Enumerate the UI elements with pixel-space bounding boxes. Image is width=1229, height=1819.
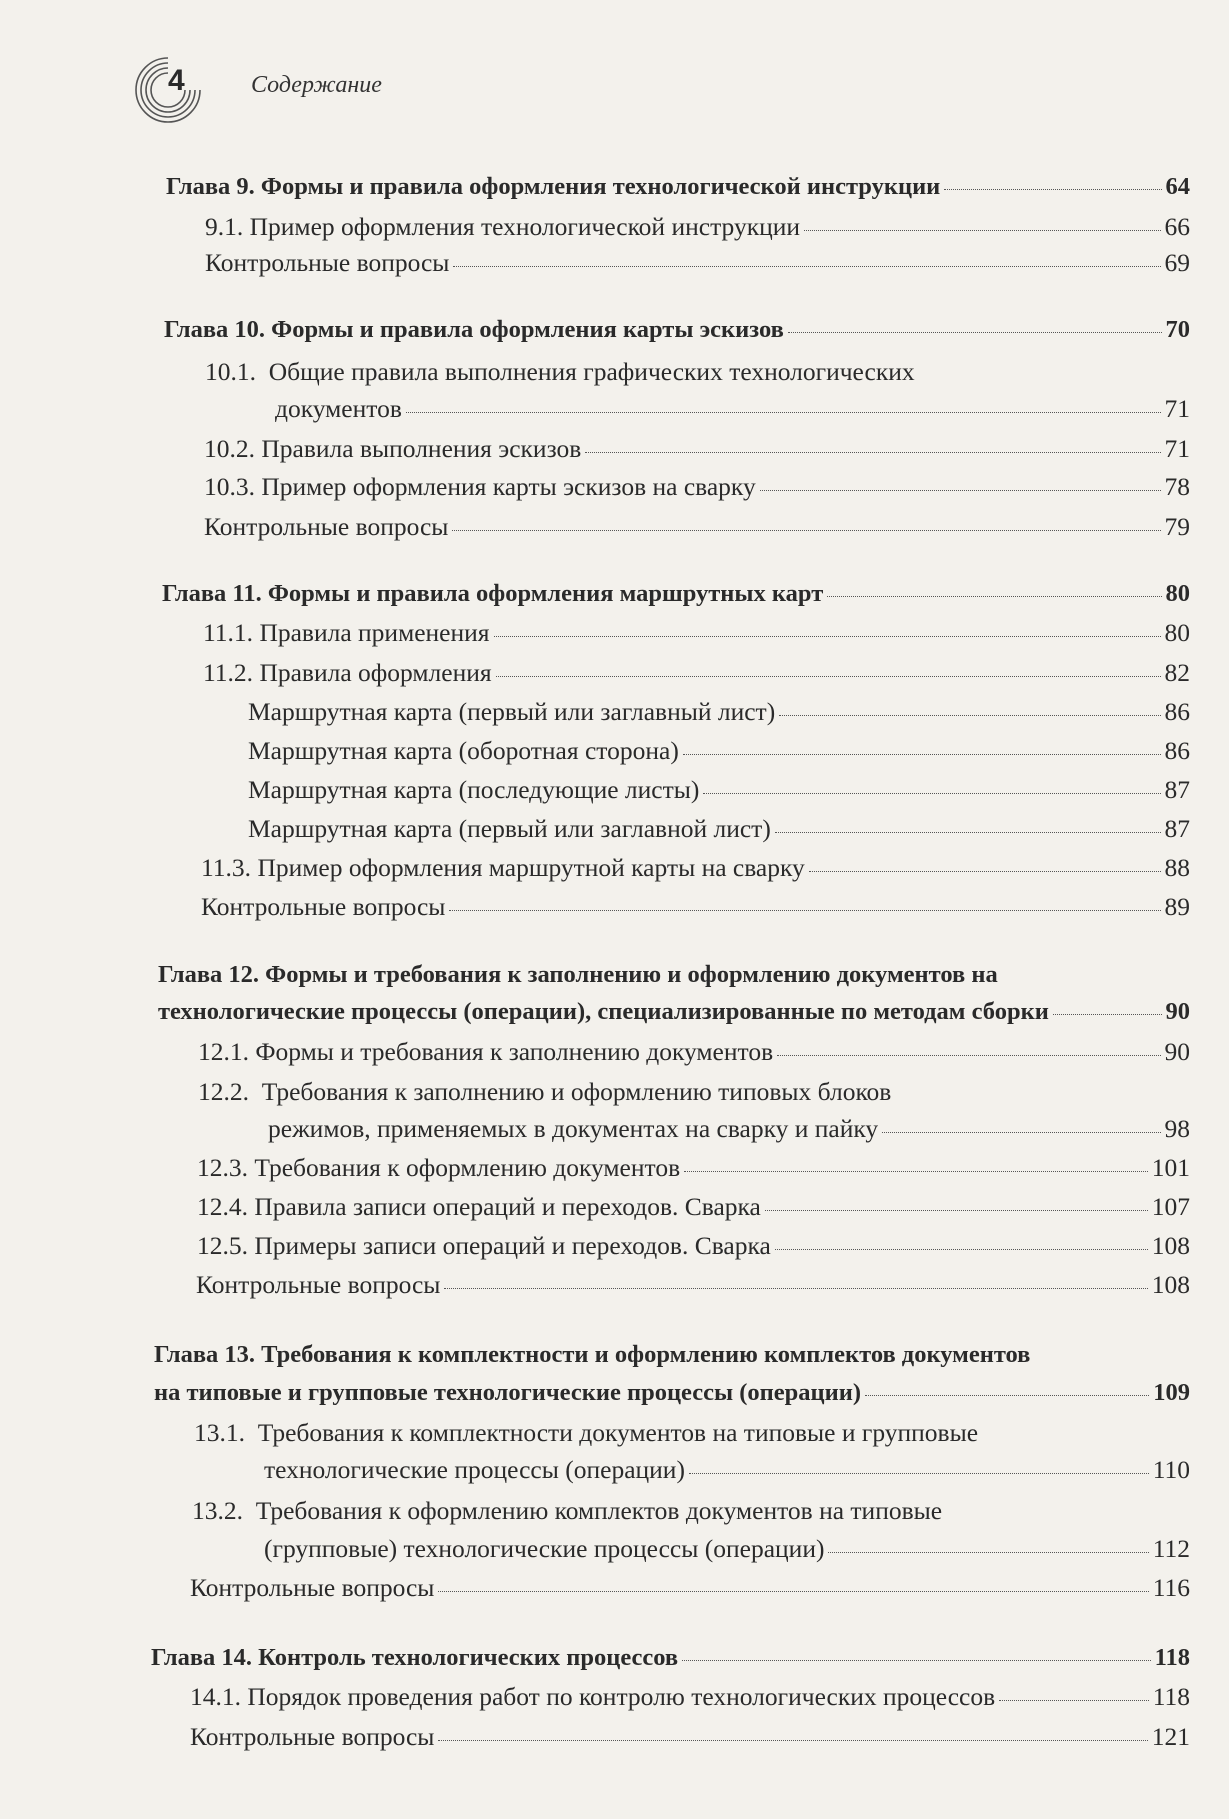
leader-dots: [765, 1210, 1148, 1211]
toc-page: 108: [1151, 1270, 1190, 1299]
toc-title: Правила выполнения эскизов: [261, 434, 582, 463]
toc-section-number: 12.5.: [197, 1231, 248, 1260]
toc-title: Контрольные вопросы: [190, 1573, 435, 1602]
leader-dots: [788, 332, 1162, 333]
toc-title-line1: Требования к комплектности документов на типовые и групповые: [257, 1418, 979, 1447]
toc-page: 121: [1151, 1722, 1190, 1751]
leader-dots: [944, 189, 1161, 190]
toc-page: 80: [1164, 618, 1190, 647]
toc-page: 86: [1164, 697, 1190, 726]
toc-title: Контрольные вопросы: [190, 1722, 435, 1751]
toc-section-number: 10.2.: [204, 434, 255, 463]
toc-title: Примеры записи операций и переходов. Сварка: [254, 1231, 771, 1260]
toc-title: Правила оформления: [259, 658, 492, 687]
leader-dots: [804, 230, 1160, 231]
toc-page: 110: [1152, 1455, 1190, 1484]
toc-title-line1: Глава 13. Требования к комплектности и оформлению комплектов документов: [154, 1341, 1031, 1368]
toc-section-number: 14.1.: [190, 1682, 241, 1711]
toc-page: 101: [1151, 1153, 1190, 1182]
toc-title: Контрольные вопросы: [201, 892, 446, 921]
leader-dots: [775, 832, 1161, 833]
toc-title: Маршрутная карта (первый или заглавной лист): [248, 814, 771, 843]
toc-title: документов: [275, 394, 402, 423]
toc-section-number: 12.1.: [198, 1037, 249, 1066]
toc-title: Глава 11. Формы и правила оформления маршрутных карт: [162, 580, 824, 607]
toc-sub-11-2c[interactable]: [248, 775, 1190, 805]
toc-title: Правила применения: [259, 618, 490, 647]
toc-page: 86: [1164, 736, 1190, 765]
toc-title-line1: Требования к оформлению комплектов документов на типовые: [255, 1496, 943, 1525]
toc-page: 70: [1165, 316, 1190, 343]
leader-dots: [683, 754, 1161, 755]
toc-title: Формы и требования к заполнению документов: [255, 1037, 774, 1066]
toc-section-number: 9.1.: [205, 212, 244, 241]
toc-title: Пример оформления карты эскизов на сварку: [261, 472, 756, 501]
leader-dots: [777, 1055, 1160, 1056]
toc-section-number: 12.2.: [198, 1077, 249, 1106]
toc-title: Контрольные вопросы: [204, 512, 449, 541]
leader-dots: [585, 452, 1160, 453]
toc-section-number: 11.2.: [203, 658, 254, 687]
leader-dots: [828, 1552, 1148, 1553]
toc-title: (групповые) технологические процессы (операции): [264, 1534, 825, 1563]
toc-section-11-3[interactable]: [201, 853, 1190, 883]
leader-dots: [999, 1700, 1149, 1701]
toc-page: 89: [1164, 892, 1190, 921]
leader-dots: [438, 1740, 1147, 1741]
toc-page: 66: [1164, 212, 1190, 241]
toc-section-number: 13.2.: [192, 1496, 243, 1525]
toc-section-14-1[interactable]: [190, 1682, 1190, 1712]
leader-dots: [809, 871, 1161, 872]
toc-sub-11-2d[interactable]: [248, 814, 1190, 844]
toc-section-12-3[interactable]: [197, 1153, 1190, 1183]
leader-dots: [779, 715, 1160, 716]
toc-page: 109: [1153, 1379, 1190, 1406]
toc-page: 112: [1152, 1534, 1190, 1563]
toc-section-9-1[interactable]: [205, 212, 1190, 242]
toc-title-line1: Требования к заполнению и оформлению типовых блоков: [261, 1077, 892, 1106]
toc-section-number: 13.1.: [194, 1418, 245, 1447]
toc-page: 116: [1152, 1573, 1190, 1602]
toc-section-11-1[interactable]: [203, 618, 1190, 648]
toc-title: Маршрутная карта (первый или заглавный лист): [248, 697, 776, 726]
toc-page: 80: [1165, 580, 1190, 607]
toc-chapter-11[interactable]: [162, 579, 1190, 609]
page-number: 4: [168, 64, 185, 97]
toc-chapter-10[interactable]: [164, 315, 1190, 345]
toc-questions-14[interactable]: [190, 1722, 1190, 1752]
toc-section-number: 10.3.: [204, 472, 255, 501]
toc-page: 107: [1151, 1192, 1190, 1221]
toc-title: технологические процессы (операции): [264, 1455, 685, 1484]
leader-dots: [760, 490, 1161, 491]
toc-questions-11[interactable]: [201, 892, 1190, 922]
toc-page: 71: [1164, 434, 1190, 463]
toc-page: 90: [1164, 1037, 1190, 1066]
toc-section-10-2[interactable]: [204, 434, 1190, 464]
leader-dots: [689, 1473, 1149, 1474]
toc-title: Пример оформления технологической инструкции: [249, 212, 801, 241]
toc-title: Маршрутная карта (оборотная сторона): [248, 736, 679, 765]
toc-title-line1: Общие правила выполнения графических технологических: [268, 357, 915, 386]
toc-section-12-4[interactable]: [197, 1192, 1190, 1222]
toc-title: Контрольные вопросы: [196, 1270, 441, 1299]
toc-page: 69: [1164, 248, 1190, 277]
toc-section-number: 11.1.: [203, 618, 254, 647]
leader-dots: [438, 1591, 1148, 1592]
toc-section-12-1[interactable]: [198, 1037, 1190, 1067]
running-title: Содержание: [251, 72, 382, 98]
leader-dots: [682, 1660, 1150, 1661]
toc-chapter-12[interactable]: [158, 997, 1190, 1027]
toc-chapter-12-line1: [158, 960, 998, 990]
toc-page: 82: [1164, 658, 1190, 687]
toc-page: 78: [1164, 472, 1190, 501]
toc-section-12-5[interactable]: [197, 1231, 1190, 1261]
toc-page: 108: [1151, 1231, 1190, 1260]
leader-dots: [453, 266, 1160, 267]
toc-section-12-2[interactable]: [268, 1114, 1190, 1144]
leader-dots: [775, 1249, 1148, 1250]
toc-title: Глава 10. Формы и правила оформления карты эскизов: [164, 316, 784, 343]
leader-dots: [449, 910, 1160, 911]
toc-page: 98: [1164, 1114, 1190, 1143]
toc-chapter-13[interactable]: [154, 1378, 1190, 1408]
toc-page: 118: [1154, 1644, 1190, 1671]
leader-dots: [496, 676, 1161, 677]
toc-section-number: 10.1.: [205, 357, 256, 386]
toc-section-number: 12.3.: [197, 1153, 248, 1182]
leader-dots: [494, 636, 1161, 637]
leader-dots: [865, 1395, 1149, 1396]
toc-section-10-1[interactable]: [275, 394, 1190, 424]
toc-chapter-9[interactable]: [166, 172, 1190, 202]
leader-dots: [444, 1288, 1147, 1289]
toc-title: режимов, применяемых в документах на сварку и пайку: [268, 1114, 879, 1143]
toc-page: 88: [1164, 853, 1190, 882]
toc-page: 87: [1164, 814, 1190, 843]
toc-section-10-3[interactable]: [204, 472, 1190, 502]
toc-page: 79: [1164, 512, 1190, 541]
toc-sub-11-2b[interactable]: [248, 736, 1190, 766]
leader-dots: [452, 530, 1160, 531]
toc-page: 118: [1152, 1682, 1190, 1711]
leader-dots: [684, 1171, 1148, 1172]
toc-title: Контрольные вопросы: [205, 248, 450, 277]
toc-questions-12[interactable]: [196, 1270, 1190, 1300]
leader-dots: [882, 1132, 1160, 1133]
toc-title: Порядок проведения работ по контролю технологических процессов: [247, 1682, 996, 1711]
toc-section-13-2-line1: [192, 1496, 942, 1526]
toc-title: Глава 14. Контроль технологических процессов: [151, 1644, 679, 1671]
toc-questions-10[interactable]: [204, 512, 1190, 542]
toc-sub-11-2a[interactable]: [248, 697, 1190, 727]
toc-page: 71: [1164, 394, 1190, 423]
toc-section-13-1[interactable]: [264, 1455, 1190, 1485]
toc-questions-9[interactable]: [205, 248, 1190, 278]
toc-section-number: 12.4.: [197, 1192, 248, 1221]
toc-title: Требования к оформлению документов: [254, 1153, 681, 1182]
toc-page: 64: [1165, 173, 1190, 200]
toc-chapter-13-line1: [154, 1340, 1030, 1370]
toc-title: на типовые и групповые технологические процессы (операции): [154, 1379, 862, 1406]
toc-section-11-2[interactable]: [203, 658, 1190, 688]
toc-title: Правила записи операций и переходов. Сварка: [254, 1192, 761, 1221]
leader-dots: [406, 412, 1161, 413]
toc-page: 87: [1164, 775, 1190, 804]
toc-page: 90: [1165, 998, 1190, 1025]
toc-title: Маршрутная карта (последующие листы): [248, 775, 700, 804]
leader-dots: [1053, 1014, 1162, 1015]
toc-title: Глава 9. Формы и правила оформления технологической инструкции: [166, 173, 941, 200]
toc-section-number: 11.3.: [201, 853, 252, 882]
toc-title: Пример оформления маршрутной карты на сварку: [257, 853, 805, 882]
toc-section-13-1-line1: [194, 1418, 978, 1448]
toc-chapter-14[interactable]: [151, 1643, 1190, 1673]
toc-questions-13[interactable]: [190, 1573, 1190, 1603]
toc-section-10-1-line1: [205, 357, 915, 387]
toc-section-13-2[interactable]: [264, 1534, 1190, 1564]
toc-section-12-2-line1: [198, 1077, 891, 1107]
leader-dots: [703, 793, 1160, 794]
toc-title-line1: Глава 12. Формы и требования к заполнению и оформлению документов на: [158, 961, 998, 988]
toc-title: технологические процессы (операции), специализированные по методам сборки: [158, 998, 1049, 1025]
page-header: [128, 50, 548, 130]
leader-dots: [827, 596, 1161, 597]
